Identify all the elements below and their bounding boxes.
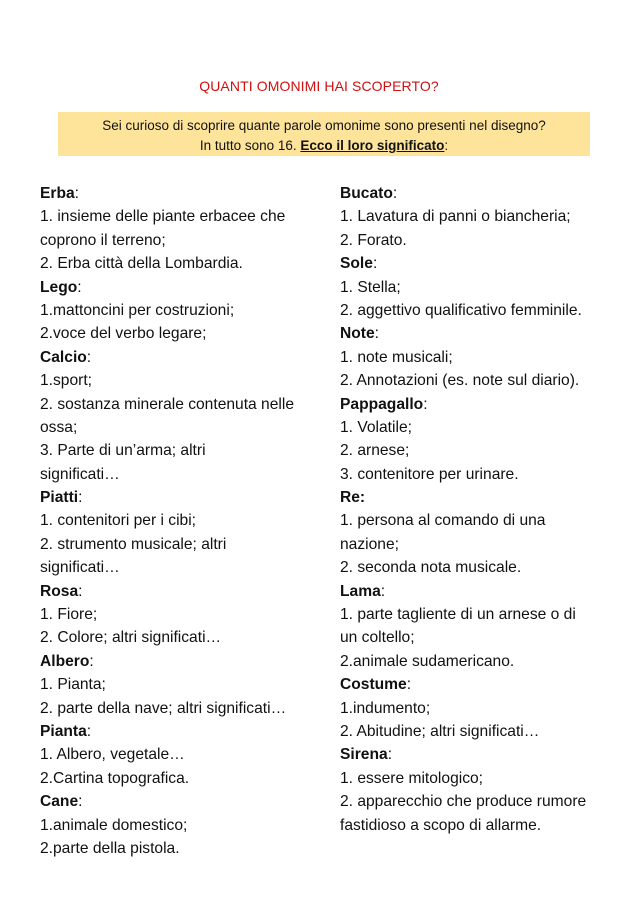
term-word: Re: (340, 489, 366, 507)
definition-line: 3. contenitore per urinare. (340, 465, 519, 483)
definition-line: 1. contenitori per i cibi; (40, 512, 197, 530)
term-colon: : (86, 348, 92, 366)
term-colon: : (423, 395, 428, 413)
term-colon: : (78, 489, 83, 507)
term-heading (340, 252, 620, 275)
term-word: Erba (40, 185, 75, 202)
definition-line: 2. arnese; (340, 442, 410, 460)
term-heading (40, 182, 330, 205)
term-heading (40, 650, 330, 673)
term-heading (40, 790, 330, 813)
definition-line: 2. parte della nave; altri significati… (40, 699, 287, 717)
term-heading (40, 720, 330, 743)
definition-line: coprono il terreno; (40, 231, 166, 249)
term-heading (40, 346, 330, 369)
definition-line: 2. Erba città della Lombardia. (40, 255, 243, 273)
term-heading (40, 276, 330, 299)
definition-line: 1. insieme delle piante erbacee che (40, 208, 286, 226)
definition-line: 1.sport; (40, 372, 93, 390)
definition-line: 1. Fiore; (40, 606, 98, 624)
intro-line-2-bold: Ecco il loro significato (300, 138, 445, 153)
definition-line: 2.animale sudamericano. (340, 652, 515, 670)
definition-line: 2.voce del verbo legare; (40, 325, 207, 343)
intro-box (58, 112, 590, 156)
term-colon: : (406, 676, 412, 694)
term-colon: : (86, 722, 92, 740)
term-heading (340, 486, 620, 509)
left-column (40, 182, 330, 860)
definition-line: 2. seconda nota musicale. (340, 559, 522, 577)
term-word: Note (340, 325, 375, 343)
definition-line: 1. note musicali; (340, 348, 453, 366)
definition-line: 1. Lavatura di panni o biancheria; (340, 208, 571, 226)
term-colon: : (78, 793, 83, 811)
term-colon: : (77, 278, 82, 296)
right-column (340, 182, 620, 837)
definition-line: 1.animale domestico; (40, 816, 188, 834)
term-heading (340, 743, 620, 766)
term-colon: : (374, 325, 379, 343)
term-heading (340, 673, 620, 696)
definition-line: 1. parte tagliente di un arnese o di (340, 606, 576, 624)
definition-line: 1. persona al comando di una (340, 512, 546, 530)
definition-line: ossa; (40, 418, 78, 436)
definition-line: 2. Colore; altri significati… (40, 629, 222, 647)
definition-line: 2. aggettivo qualificativo femminile. (340, 301, 582, 319)
definition-line: 1. Stella; (340, 278, 401, 296)
definition-line: 2. sostanza minerale contenuta nelle (40, 395, 294, 413)
term-heading (40, 486, 330, 509)
term-word: Albero (40, 652, 90, 670)
definition-line: 1. Pianta; (40, 676, 106, 694)
term-heading (340, 580, 620, 603)
intro-line-1: Sei curioso di scoprire quante parole omonime sono presenti nel disegno? (102, 118, 546, 133)
term-heading (340, 322, 620, 345)
term-word: Sole (340, 255, 373, 273)
term-word: Bucato (340, 185, 393, 202)
definition-line: 1. Albero, vegetale… (40, 746, 185, 764)
term-colon: : (380, 582, 386, 600)
definition-line: significati… (40, 465, 120, 483)
definition-line: 2. strumento musicale; altri (40, 535, 227, 553)
definition-line: 2. Annotazioni (es. note sul diario). (340, 372, 580, 390)
definition-line: 2. apparecchio che produce rumore (340, 793, 587, 811)
term-word: Piatti (40, 489, 79, 507)
term-word: Calcio (40, 348, 87, 366)
definition-line: un coltello; (340, 629, 415, 647)
definition-line: fastidioso a scopo di allarme. (340, 816, 542, 834)
term-colon: : (387, 746, 393, 764)
term-heading (340, 393, 620, 416)
term-word: Sirena (340, 746, 388, 764)
term-word: Cane (40, 793, 79, 811)
definition-line: nazione; (340, 535, 399, 553)
definition-line: 2. Forato. (340, 231, 407, 249)
term-word: Costume (340, 676, 407, 694)
term-word: Pianta (40, 722, 87, 740)
page-title: QUANTI OMONIMI HAI SCOPERTO? (199, 78, 439, 94)
term-colon: : (89, 652, 94, 670)
definition-line: 1.indumento; (340, 699, 431, 717)
term-word: Lego (40, 278, 78, 296)
definition-line: 2.parte della pistola. (40, 839, 180, 857)
term-colon: : (372, 255, 378, 273)
intro-line-2-prefix: In tutto sono 16. (199, 138, 301, 153)
term-word: Pappagallo (340, 395, 424, 413)
definition-line: 1. essere mitologico; (340, 769, 484, 787)
term-colon: : (74, 185, 80, 202)
intro-line-2-suffix: : (444, 138, 449, 153)
definition-line: 2.Cartina topografica. (40, 769, 190, 787)
term-colon: : (392, 185, 398, 202)
term-word: Rosa (40, 582, 79, 600)
term-word: Lama (340, 582, 381, 600)
definition-line: significati… (40, 559, 120, 577)
term-heading (40, 580, 330, 603)
term-heading (340, 182, 620, 205)
definition-line: 2. Abitudine; altri significati… (340, 722, 540, 740)
intro-line-2 (58, 136, 590, 156)
definition-line: 3. Parte di un’arma; altri (40, 442, 206, 460)
definition-line: 1.mattoncini per costruzioni; (40, 301, 235, 319)
term-colon: : (78, 582, 83, 600)
definition-line: 1. Volatile; (340, 418, 412, 436)
